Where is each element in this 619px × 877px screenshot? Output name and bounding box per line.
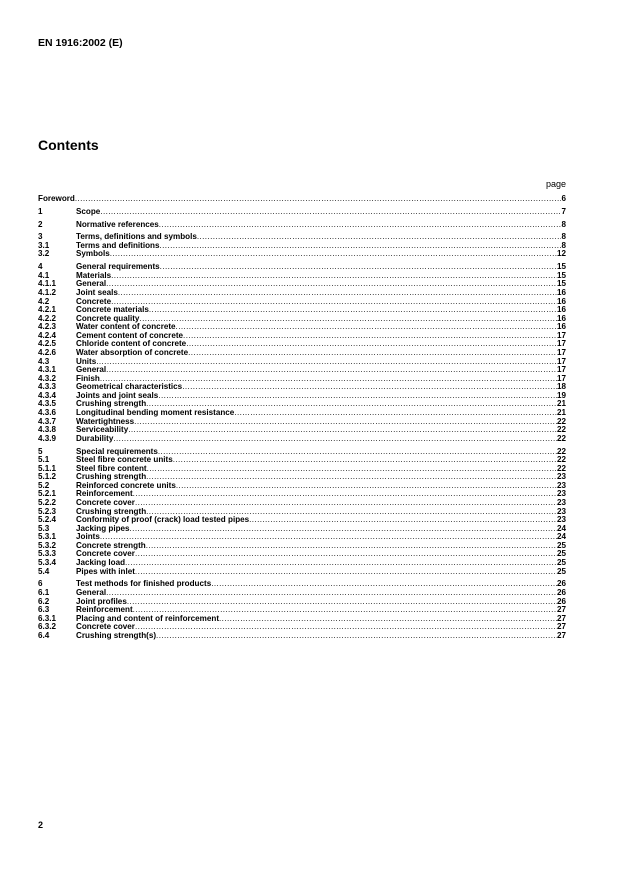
toc-entry-number: 5.3.2 <box>38 540 57 550</box>
toc-entry-page: 16 <box>556 313 566 323</box>
toc-entry-page: 16 <box>556 287 566 297</box>
toc-dot-leader <box>96 358 557 367</box>
toc-entry-page: 23 <box>556 515 566 525</box>
toc-entry-title: Concrete quality <box>76 313 140 323</box>
toc-entry-number: 5.3.1 <box>38 532 57 542</box>
toc-dot-leader <box>100 208 561 217</box>
toc-entry-page: 22 <box>556 425 566 435</box>
toc-entry-title: Concrete cover <box>76 549 135 559</box>
toc-dot-leader <box>147 465 557 474</box>
toc-dot-leader <box>186 340 557 349</box>
toc-dot-leader <box>110 250 557 259</box>
toc-entry-page: 22 <box>556 433 566 443</box>
toc-entry[interactable] <box>38 208 566 217</box>
toc-dot-leader <box>133 490 557 499</box>
toc-entry-page: 23 <box>556 472 566 482</box>
toc-entry-title: Terms, definitions and symbols <box>76 232 197 242</box>
toc-entry-page: 16 <box>556 305 566 315</box>
toc-entry-number: 5.4 <box>38 566 50 576</box>
toc-entry-page: 22 <box>556 446 566 456</box>
toc-entry-title: Special requirements <box>76 446 158 456</box>
toc-entry-number: 1 <box>38 206 43 216</box>
toc-entry-title: Conformity of proof (crack) load tested pipes <box>76 515 250 525</box>
toc-dot-leader <box>188 349 557 358</box>
toc-entry[interactable] <box>38 426 566 435</box>
toc-entry-title: Concrete cover <box>76 498 135 508</box>
toc-entry-page: 23 <box>556 480 566 490</box>
toc-entry-number: 4.2.2 <box>38 313 57 323</box>
toc-entry-number: 4.3.8 <box>38 425 57 435</box>
toc-entry-number: 4.3.5 <box>38 399 57 409</box>
toc-entry-number: 5.2 <box>38 480 50 490</box>
toc-entry-page: 17 <box>556 373 566 383</box>
toc-entry-title: Crushing strength(s) <box>76 630 157 640</box>
toc-entry-number: 5.1.2 <box>38 472 57 482</box>
toc-entry-number: 4.2.4 <box>38 330 57 340</box>
toc-entry[interactable] <box>38 289 566 298</box>
toc-entry-number: 6.1 <box>38 587 50 597</box>
toc-entry-page: 17 <box>556 339 566 349</box>
toc-entry-title: Serviceability <box>76 425 129 435</box>
toc-entry-title: Units <box>76 356 97 366</box>
toc-entry[interactable] <box>38 632 566 641</box>
toc-entry-number: 6.2 <box>38 596 50 606</box>
toc-entry-page: 8 <box>561 240 566 250</box>
toc-entry-number: 4.3.9 <box>38 433 57 443</box>
toc-dot-leader <box>135 550 557 559</box>
toc-dot-leader <box>146 473 557 482</box>
toc-entry-page: 25 <box>556 549 566 559</box>
toc-dot-leader <box>173 456 557 465</box>
toc-entry-page: 26 <box>556 579 566 589</box>
toc-entry-title: Longitudinal bending moment resistance <box>76 408 235 418</box>
toc-entry-page: 27 <box>556 613 566 623</box>
toc-entry-title: Concrete cover <box>76 622 135 632</box>
toc-entry-number: 4 <box>38 262 43 272</box>
toc-dot-leader <box>146 542 557 551</box>
toc-dot-leader <box>211 580 557 589</box>
toc-dot-leader <box>158 448 557 457</box>
toc-dot-leader <box>182 383 557 392</box>
toc-entry-page: 27 <box>556 630 566 640</box>
toc-dot-leader <box>135 568 557 577</box>
toc-entry-number: 5.2.4 <box>38 515 57 525</box>
toc-dot-leader <box>160 263 557 272</box>
toc-entry-page: 17 <box>556 348 566 357</box>
toc-entry-number: 6.3.1 <box>38 613 57 623</box>
toc-entry-title: Water content of concrete <box>76 322 176 332</box>
toc-entry-title: General <box>76 365 107 375</box>
toc-dot-leader <box>234 409 557 418</box>
toc-entry[interactable] <box>38 358 566 367</box>
toc-entry-page: 27 <box>556 605 566 615</box>
toc-entry-number: 5.3.4 <box>38 558 57 568</box>
toc-entry-number: 3 <box>38 232 43 242</box>
toc-entry-title: Reinforcement <box>76 605 133 615</box>
toc-entry-number: 4.1.2 <box>38 287 57 297</box>
toc-dot-leader <box>111 272 557 281</box>
toc-entry[interactable] <box>38 242 566 251</box>
toc-entry-title: Reinforcement <box>76 489 133 499</box>
toc-entry-title: Concrete strength <box>76 540 146 550</box>
page-title: Contents <box>38 137 99 153</box>
toc-entry-title: Finish <box>76 373 100 383</box>
document-id: EN 1916:2002 (E) <box>38 37 123 49</box>
toc-dot-leader <box>130 525 557 534</box>
toc-entry-title: General <box>76 279 107 289</box>
toc-entry-page: 12 <box>556 249 566 259</box>
toc-entry-number: 5.2.2 <box>38 498 57 508</box>
toc-dot-leader <box>100 533 557 542</box>
toc-dot-leader <box>135 499 557 508</box>
toc-dot-leader <box>149 306 557 315</box>
toc-entry-page: 21 <box>556 399 566 409</box>
toc-entry-number: 4.3 <box>38 356 50 366</box>
toc-entry-page: 8 <box>561 219 566 229</box>
toc-entry-page: 8 <box>561 232 566 242</box>
toc-entry-title: Reinforced concrete units <box>76 480 176 490</box>
toc-entry[interactable] <box>38 580 566 589</box>
toc-entry[interactable] <box>38 272 566 281</box>
toc-entry-page: 23 <box>556 489 566 499</box>
toc-entry-number: 4.3.2 <box>38 373 57 383</box>
toc-entry-number: 6.4 <box>38 630 50 640</box>
toc-entry-title: Watertightness <box>76 416 135 426</box>
toc-dot-leader <box>127 598 557 607</box>
toc-entry-title: Test methods for finished products <box>76 579 212 589</box>
toc-entry-page: 7 <box>561 206 566 216</box>
toc-entry-title: Cement content of concrete <box>76 330 184 340</box>
toc-dot-leader <box>118 289 557 298</box>
toc-dot-leader <box>113 435 557 444</box>
toc-entry-number: 4.3.1 <box>38 365 57 375</box>
toc-entry-page: 17 <box>556 330 566 340</box>
page-number: 2 <box>38 820 44 830</box>
toc-dot-leader <box>111 298 557 307</box>
toc-entry-page: 16 <box>556 322 566 332</box>
toc-dot-leader <box>106 589 557 598</box>
toc-dot-leader <box>75 195 562 204</box>
toc-dot-leader <box>134 418 557 427</box>
toc-entry-page: 17 <box>556 365 566 375</box>
toc-entry-title: Foreword <box>38 194 75 203</box>
toc-entry-number: 6.3.2 <box>38 622 57 632</box>
toc-entry-number: 4.1 <box>38 270 50 280</box>
toc-entry-number: 5.2.3 <box>38 506 57 516</box>
toc-entry-page: 22 <box>556 416 566 426</box>
toc-entry-title: Concrete materials <box>76 305 149 315</box>
toc-dot-leader <box>176 323 557 332</box>
toc-entry-page: 25 <box>556 558 566 568</box>
toc-dot-leader <box>158 392 557 401</box>
toc-entry-number: 6 <box>38 579 43 589</box>
toc-entry-title: Crushing strength <box>76 399 147 409</box>
toc-dot-leader <box>176 482 557 491</box>
toc-entry[interactable] <box>38 349 566 358</box>
toc-entry-page: 23 <box>556 506 566 516</box>
toc-entry-number: 6.3 <box>38 605 50 615</box>
toc-entry-title: Pipes with inlet <box>76 566 135 576</box>
toc-entry-number: 5.3.3 <box>38 549 57 559</box>
toc-entry-number: 5.1.1 <box>38 463 57 473</box>
toc-entry-page: 19 <box>556 390 566 400</box>
toc-entry-number: 3.2 <box>38 249 50 259</box>
toc-entry-page: 22 <box>556 455 566 465</box>
toc-entry-page: 24 <box>556 523 566 533</box>
toc-entry-page: 27 <box>556 622 566 632</box>
toc-entry-number: 5.3 <box>38 523 50 533</box>
toc-dot-leader <box>106 366 557 375</box>
toc-entry-title: Placing and content of reinforcement <box>76 613 220 623</box>
toc-dot-leader <box>160 242 562 251</box>
toc-entry-title: Steel fibre content <box>76 463 147 473</box>
toc-entry-title: Steel fibre concrete units <box>76 455 173 465</box>
toc-entry-page: 23 <box>556 498 566 508</box>
toc-entry-number: 4.3.7 <box>38 416 57 426</box>
toc-entry-page: 25 <box>556 540 566 550</box>
toc-entry-page: 24 <box>556 532 566 542</box>
toc-entry-number: 4.2.5 <box>38 339 57 349</box>
toc-entry-number: 2 <box>38 219 43 229</box>
toc-dot-leader <box>135 623 557 632</box>
toc-entry-number: 5.2.1 <box>38 489 57 499</box>
toc-entry-title: Chloride content of concrete <box>76 339 187 349</box>
toc-entry-title: Durability <box>76 433 114 443</box>
toc-entry-title: Normative references <box>76 219 159 229</box>
toc-entry-number: 4.2 <box>38 296 50 306</box>
toc-entry-title: Joints <box>76 532 100 542</box>
toc-dot-leader <box>139 315 557 324</box>
toc-entry[interactable] <box>38 525 566 534</box>
toc-entry-page: 25 <box>556 566 566 576</box>
toc-dot-leader <box>249 516 557 525</box>
toc-dot-leader <box>197 233 562 242</box>
toc-entry-page: 26 <box>556 587 566 597</box>
toc-entry-page: 17 <box>556 356 566 366</box>
toc-entry-title: General <box>76 587 107 597</box>
toc-entry-title: Jacking load <box>76 558 126 568</box>
toc-entry-page: 26 <box>556 596 566 606</box>
toc-entry-page: 22 <box>556 463 566 473</box>
toc-entry-title: Symbols <box>76 249 110 259</box>
toc-entry-title: Crushing strength <box>76 472 147 482</box>
toc-dot-leader <box>183 332 557 341</box>
toc-dot-leader <box>156 632 557 641</box>
toc-dot-leader <box>219 615 557 624</box>
toc-entry-title: Joints and joint seals <box>76 390 159 400</box>
toc-entry-page: 15 <box>556 270 566 280</box>
toc-entry-number: 4.3.6 <box>38 408 57 418</box>
toc-entry[interactable] <box>38 250 566 259</box>
toc-dot-leader <box>128 426 557 435</box>
toc-dot-leader <box>125 559 557 568</box>
toc-entry-number: 4.2.6 <box>38 348 57 357</box>
toc-entry[interactable] <box>38 366 566 375</box>
toc-entry-title: Concrete <box>76 296 112 306</box>
toc-entry-number: 5 <box>38 446 43 456</box>
toc-entry-title: Geometrical characteristics <box>76 382 183 392</box>
toc-entry[interactable] <box>38 435 566 444</box>
toc-entry[interactable] <box>38 195 566 204</box>
toc-entry-number: 4.3.4 <box>38 390 57 400</box>
toc-entry-title: Scope <box>76 206 101 216</box>
toc-entry[interactable] <box>38 263 566 272</box>
toc-entry-number: 4.3.3 <box>38 382 57 392</box>
toc-entry-title: Joint profiles <box>76 596 127 606</box>
toc-entry-title: General requirements <box>76 262 160 272</box>
toc-entry-page: 21 <box>556 408 566 418</box>
toc-entry[interactable] <box>38 568 566 577</box>
toc-entry-title: Water absorption of concrete <box>76 348 189 357</box>
toc-entry-page: 15 <box>556 279 566 289</box>
table-of-contents <box>38 195 566 640</box>
toc-entry-page: 16 <box>556 296 566 306</box>
toc-entry-title: Terms and definitions <box>76 240 160 250</box>
toc-entry-title: Crushing strength <box>76 506 147 516</box>
page-column-label: page <box>545 179 566 189</box>
toc-entry-number: 4.1.1 <box>38 279 57 289</box>
toc-entry-number: 4.2.3 <box>38 322 57 332</box>
toc-entry-title: Jacking pipes <box>76 523 130 533</box>
toc-entry-number: 3.1 <box>38 240 50 250</box>
toc-entry[interactable] <box>38 221 566 230</box>
toc-entry-page: 18 <box>556 382 566 392</box>
toc-dot-leader <box>159 221 562 230</box>
toc-entry-number: 5.1 <box>38 455 50 465</box>
toc-entry-title: Materials <box>76 270 112 280</box>
toc-entry-number: 4.2.1 <box>38 305 57 315</box>
toc-entry-page: 15 <box>556 262 566 272</box>
toc-entry-title: Joint seals <box>76 287 118 297</box>
toc-entry-page: 6 <box>561 194 566 203</box>
toc-dot-leader <box>106 280 557 289</box>
